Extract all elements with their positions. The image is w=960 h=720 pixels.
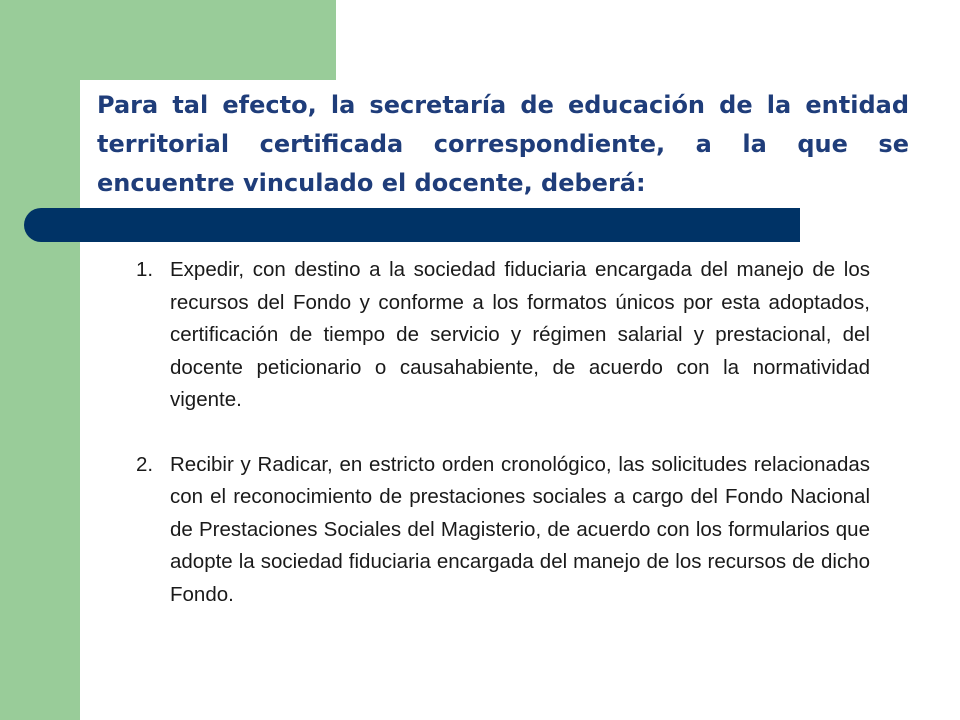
- list-item-number: 2.: [136, 452, 154, 476]
- list-item-number: 1.: [136, 258, 154, 281]
- list-item-text: Expedir, con destino a la sociedad fiduciaria encargada del manejo de los recursos del Fondo y conforme a los formatos únicos por esta adoptados, certificación de tiempo de servicio y régimen salarial y prestacional, del docente peticionario o causahabiente, de acuerdo con la normatividad vigente.: [170, 258, 870, 411]
- list-item-text: Recibir y Radicar, en estricto orden cronológico, las solicitudes relacionadas con el reconocimiento de prestaciones sociales a cargo del Fondo Nacional de Prestaciones Sociales del Magisterio, de acuerdo con los formularios que adopte la sociedad fiduciaria encargada del manejo de los recursos de dicho Fondo.: [170, 452, 870, 606]
- green-left-band: [0, 0, 80, 720]
- list-item: [136, 254, 870, 417]
- list-item: [136, 449, 870, 612]
- numbered-list: [136, 254, 870, 611]
- green-top-band: [80, 0, 336, 80]
- title-underline-bar: [24, 208, 800, 242]
- slide-title: Para tal efecto, la secretaría de educación de la entidad territorial certificada correspondiente, a la que se encuentre vinculado el docente, deberá:: [97, 91, 909, 197]
